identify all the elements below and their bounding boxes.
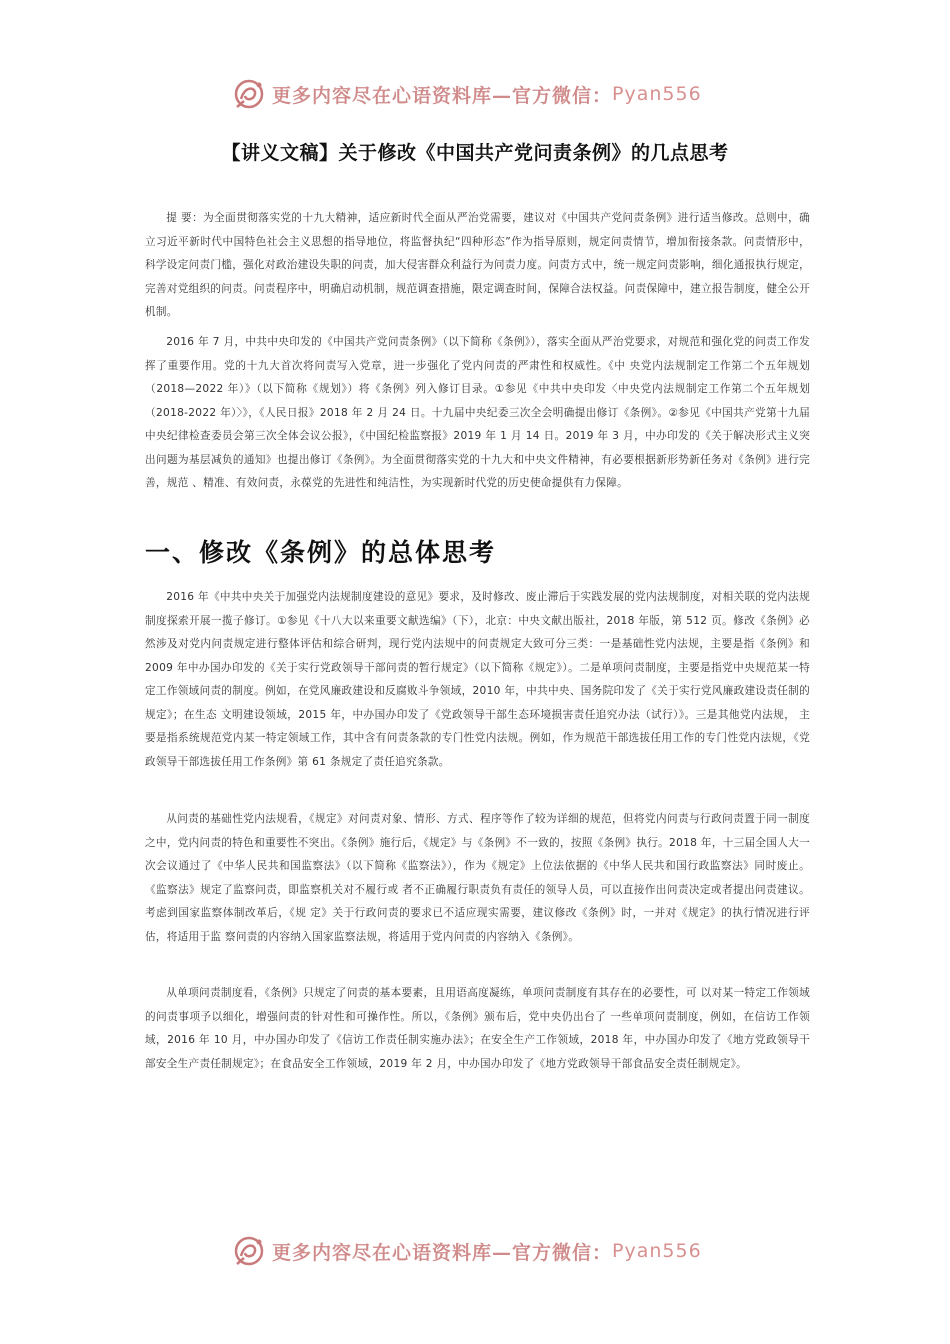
abstract-paragraph: 提 要：为全面贯彻落实党的十九大精神，适应新时代全面从严治党需要，建议对《中国共产党问责条例》进行适当修改。总则中，确立习近平新时代中国特色社会主义思想的指导地位，将监督执纪“四种形态”作为指导原则，规定问责情节，增加衔接条款。问责情形中，科学设定问责门槛，强化对政治建设失职的问责，加大侵害群众利益行为问责力度。问责方式中，统一规定问责影响，细化通报执行规定，完善对党组织的问责。问责程序中，明确启动机制，规范调查措施，限定调查时间，保障合法权益。问责保障中，建立报告制度，健全公开机制。 <box>145 212 810 318</box>
footer-watermark-banner <box>232 1231 792 1271</box>
watermark-brand: Pyan556 <box>612 83 702 105</box>
intro-paragraph: 2016 年 7 月，中共中央印发的《中国共产党问责条例》（以下简称《条例》），落实全面从严治党要求，对规范和强化党的问责工作发挥了重要作用。党的十九大首次将问责写入党章，进一步强化了党内问责的严肃性和权威性。《中 央党内法规制定工作第二个五年规划（2018—2022 年）》（以下简称《规划》）将《条例》列入修订目录。①参见《中共中央印发〈中央党内法规制定工作第二个五年规划（2018-2022 年）〉》，《人民日报》2018 年 2 月 24 日。十九届中央纪委三次全会明确提出修订《条例》。②参见《中国共产党第十九届中央纪律检查委员会第三次全体会议公报》，《中国纪检监察报》2019 年 1 月 14 日。2019 年 3 月，中办印发的《关于解决形式主义突出问题为基层减负的通知》也提出修订《条例》。为全面贯彻落实党的十九大和中央文件精神，有必要根据新形势新任务对《条例》进行完善，规范 、精准、有效问责，永葆党的先进性和纯洁性，为实现新时代党的历史使命提供有力保障。 <box>145 336 810 489</box>
section-heading: 一、修改《条例》的总体思考 <box>145 538 497 567</box>
section-paragraph: 2016 年《中共中央关于加强党内法规制度建设的意见》要求，及时修改、废止滞后于实践发展的党内法规制度，对相关联的党内法规制度探索开展一揽子修订。①参见《十八大以来重要文献选编》（下），北京：中央文献出版社，2018 年版，第 512 页。修改《条例》必然涉及对党内问责规定进行整体评估和综合研判，现行党内法规中的问责规定大致可分三类：一是基础性党内法规，主要是指《条例》和 2009 年中办国办印发的《关于实行党政领导干部问责的暂行规定》（以下简称《规定》）。二是单项问责制度，主要是指党中央规范某一特定工作领域问责的制度。例如，在党风廉政建设和反腐败斗争领域，2010 年，中共中央、国务院印发了《关于实行党风廉政建设责任制的规定》；在生态 文明建设领域，2015 年，中办国办印发了《党政领导干部生态环境损害责任追究办法（试行）》。三是其他党内法规， 主要是指系统规范党内某一特定领域工作，其中含有问责条款的专门性党内法规。例如，作为规范干部选拔任用工作的专门性党内法规，《党政领导干部选拔任用工作条例》第 61 条规定了责任追究条款。 <box>145 591 810 768</box>
circle-swirl-logo-icon <box>232 77 266 111</box>
section-paragraph-block <box>145 586 810 774</box>
intro-block <box>145 331 810 496</box>
section-paragraph: 从问责的基础性党内法规看，《规定》对问责对象、情形、方式、程序等作了较为详细的规范，但将党内问责与行政问责置于同一制度之中，党内问责的特色和重要性不突出。《条例》施行后，《规定》与《条例》不一致的，按照《条例》执行。2018 年，十三届全国人大一次会议通过了《中华人民共和国监察法》（以下简称《监察法》），作为《规定》上位法依据的《中华人民共和国行政监察法》同时废止。《监察法》规定了监察问责，即监察机关对不履行或 者不正确履行职责负有责任的领导人员，可以直接作出问责决定或者提出问责建议。考虑到国家监察体制改革后，《规 定》关于行政问责的要求已不适应现实需要，建议修改《条例》时，一并对《规定》的执行情况进行评估，将适用于监 察问责的内容纳入国家监察法规，将适用于党内问责的内容纳入《条例》。 <box>145 813 810 943</box>
watermark-brand: Pyan556 <box>612 1240 702 1262</box>
watermark-text: 更多内容尽在心语资料库—官方微信： <box>272 1241 613 1264</box>
section-paragraph-block <box>145 808 810 949</box>
header-watermark-banner <box>232 74 792 114</box>
watermark-text: 更多内容尽在心语资料库—官方微信： <box>272 84 613 107</box>
document-title: 【讲义文稿】关于修改《中国共产党问责条例》的几点思考 <box>221 142 729 164</box>
section-paragraph-block <box>145 982 810 1076</box>
abstract-block <box>145 207 810 325</box>
circle-swirl-logo-icon <box>232 1234 266 1268</box>
section-paragraph: 从单项问责制度看，《条例》只规定了问责的基本要素，且用语高度凝练，单项问责制度有其存在的必要性，可 以对某一特定工作领域的问责事项予以细化，增强问责的针对性和可操作性。所以，《条例》颁布后，党中央仍出台了 一些单项问责制度，例如，在信访工作领域，2016 年 10 月，中办国办印发了《信访工作责任制实施办法》；在安全生产工作领域，2018 年，中办国办印发了《地方党政领导干部安全生产责任制规定》；在食品安全工作领域，2019 年 2 月，中办国办印发了《地方党政领导干部食品安全责任制规定》。 <box>145 987 810 1070</box>
